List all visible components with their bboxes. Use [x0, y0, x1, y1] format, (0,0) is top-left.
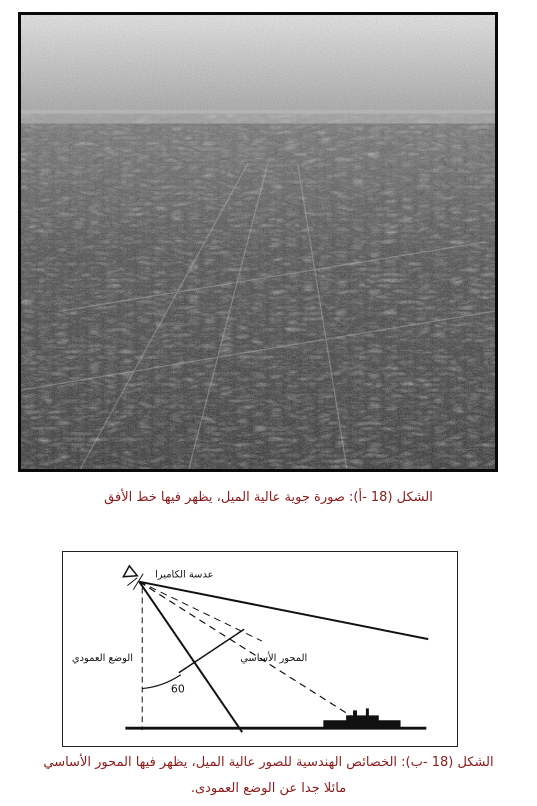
horizon-line: [21, 110, 495, 124]
cross-line: [179, 629, 244, 673]
aerial-photo: [18, 12, 498, 472]
camera-lens-label: عدسة الكاميرا: [155, 569, 214, 581]
diagram-svg: [63, 552, 457, 746]
camera-lens-icon: [123, 566, 137, 577]
figure-b-caption-line-1: الشكل (18 -ب): الخصائص الهندسية للصور عالية الميل، يظهر فيها المحور الأساسي: [43, 755, 494, 770]
aerial-photo-image: [21, 15, 495, 469]
ray-lower: [139, 582, 242, 732]
principal-axis-label: المحور الأساسي: [240, 652, 308, 664]
vertical-position-label: الوضع العمودي: [71, 652, 134, 664]
ray-upper: [139, 582, 428, 639]
figure-b-caption-line-2: مائلا جدا عن الوضع العمودى.: [190, 781, 347, 796]
skyline-silhouette: [323, 708, 400, 728]
figure-a-caption: الشكل (18 -أ): صورة جوية عالية الميل، يظهر فيها خط الأفق: [104, 490, 433, 505]
angle-label: 60: [170, 682, 185, 696]
oblique-geometry-diagram: [62, 551, 458, 747]
